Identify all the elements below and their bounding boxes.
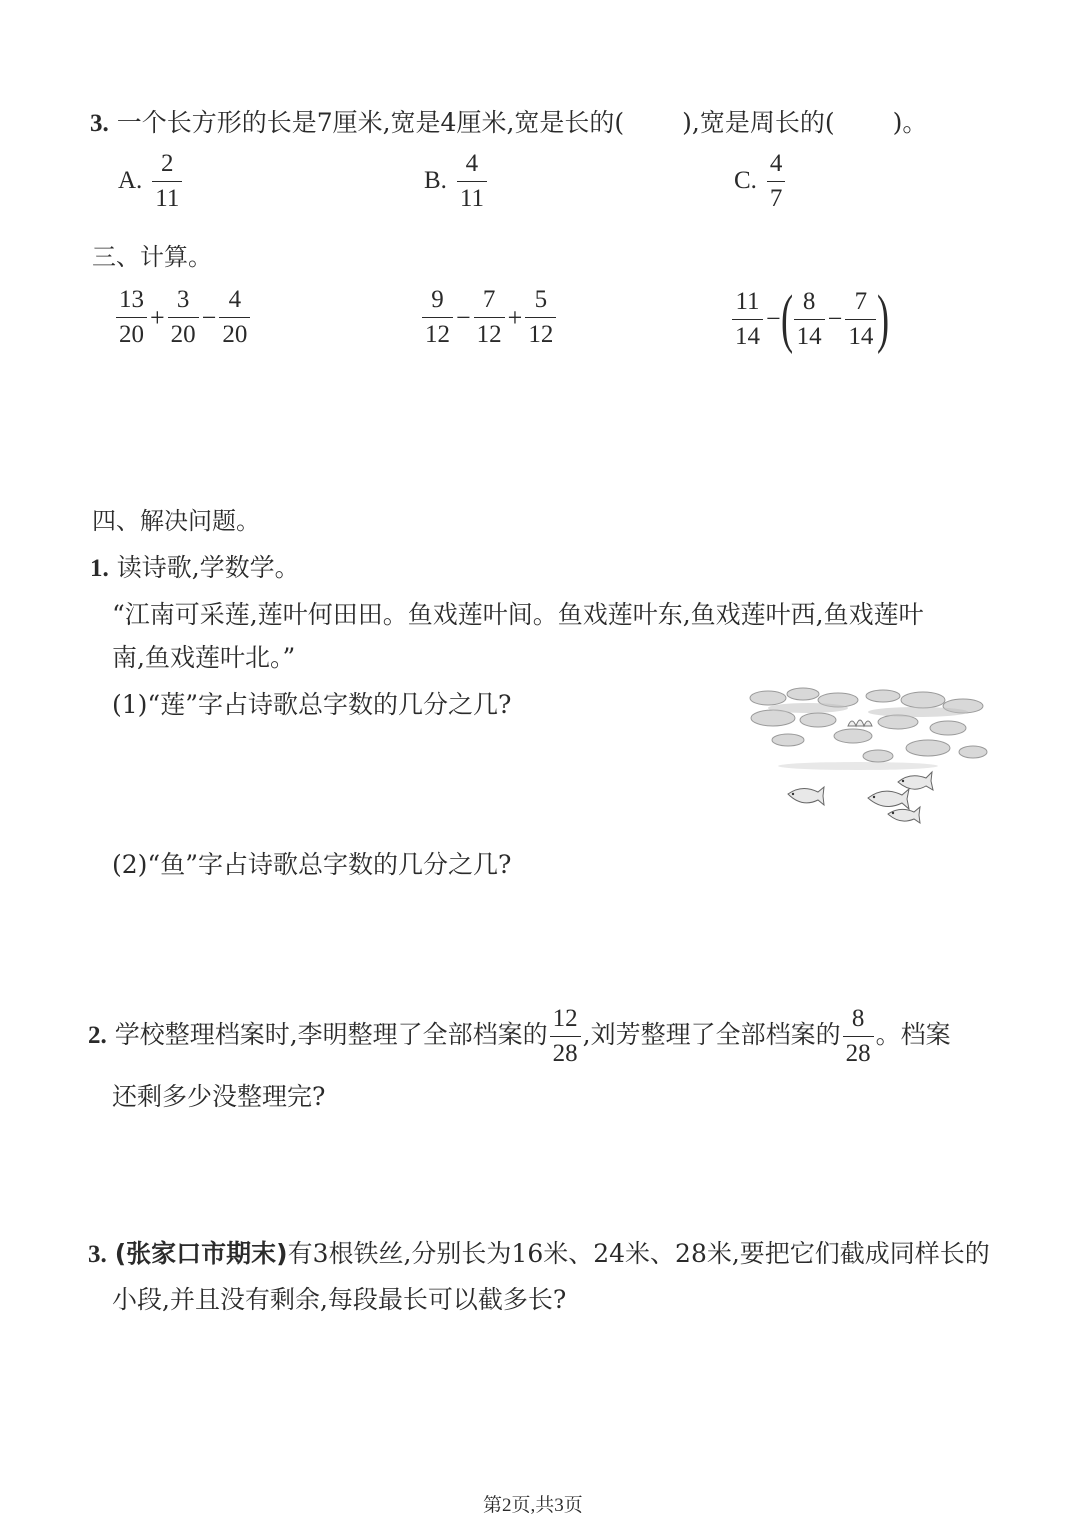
calc-expression-2: $\frac{9}{12}$ − $\frac{7}{12}$ + $\frac{5}{12}$ [420,286,558,349]
question-text-part-a: 一个长方形的长是7厘米,宽是4厘米,宽是长的( [116,108,625,137]
calc-expression-1: $\frac{13}{20}$ + $\frac{3}{20}$ − $\frac{4}{20}$ [114,286,252,349]
problem-3-line-2: 小段,并且没有剩余,每段最长可以截多长? [112,1285,567,1314]
problem-2: 2. 学校整理档案时,李明整理了全部档案的 $\frac{12}{28}$ ,刘芳整理了全部档案的 $\frac{8}{28}$ 。档案 [88,1005,951,1067]
option-a[interactable] [118,150,184,213]
choice-question-3 [90,106,927,141]
problem-2-line-2: 还剩多少没整理完? [112,1082,326,1111]
section-3-title: 三、计算。 [92,243,212,271]
option-label: B. [424,167,447,194]
sub-question-1: (1)“莲”字占诗歌总字数的几分之几? [112,690,512,719]
question-text-part-c: )。 [892,108,928,137]
poem-line-1: “江南可采莲,莲叶何田田。鱼戏莲叶间。鱼戏莲叶东,鱼戏莲叶西,鱼戏莲叶 [112,600,924,629]
option-label: C. [734,167,757,194]
lotus-pond-illustration [748,686,988,826]
calc-expression-3: $\frac{11}{14}$ −( $\frac{8}{14}$ − $\frac{7}{14}$ ) [730,286,888,352]
sub-question-2: (2)“鱼”字占诗歌总字数的几分之几? [112,850,512,879]
fraction-liu-fang: $\frac{8}{28}$ [843,1005,874,1068]
fraction-li-ming: $\frac{12}{28}$ [550,1005,581,1068]
option-fraction: $\frac{2}{11}$ [152,150,182,213]
question-number: 3. [90,110,109,137]
page-footer: 第2页,共3页 [483,1495,583,1516]
section-4-title: 四、解决问题。 [92,507,260,535]
option-b[interactable] [424,150,489,213]
option-fraction: $\frac{4}{7}$ [767,150,786,213]
source-tag: (张家口市期末) [114,1239,288,1268]
question-text-part-b: ),宽是周长的( [682,108,835,137]
option-fraction: $\frac{4}{11}$ [457,150,487,213]
problem-3-line-1: 3. (张家口市期末)有3根铁丝,分别长为16米、24米、28米,要把它们截成同样长的 [88,1239,990,1268]
problem-1-heading: 1. 读诗歌,学数学。 [90,553,300,582]
option-label: A. [118,167,143,194]
option-c[interactable] [734,150,787,213]
poem-line-2: 南,鱼戏莲叶北。” [112,643,296,672]
